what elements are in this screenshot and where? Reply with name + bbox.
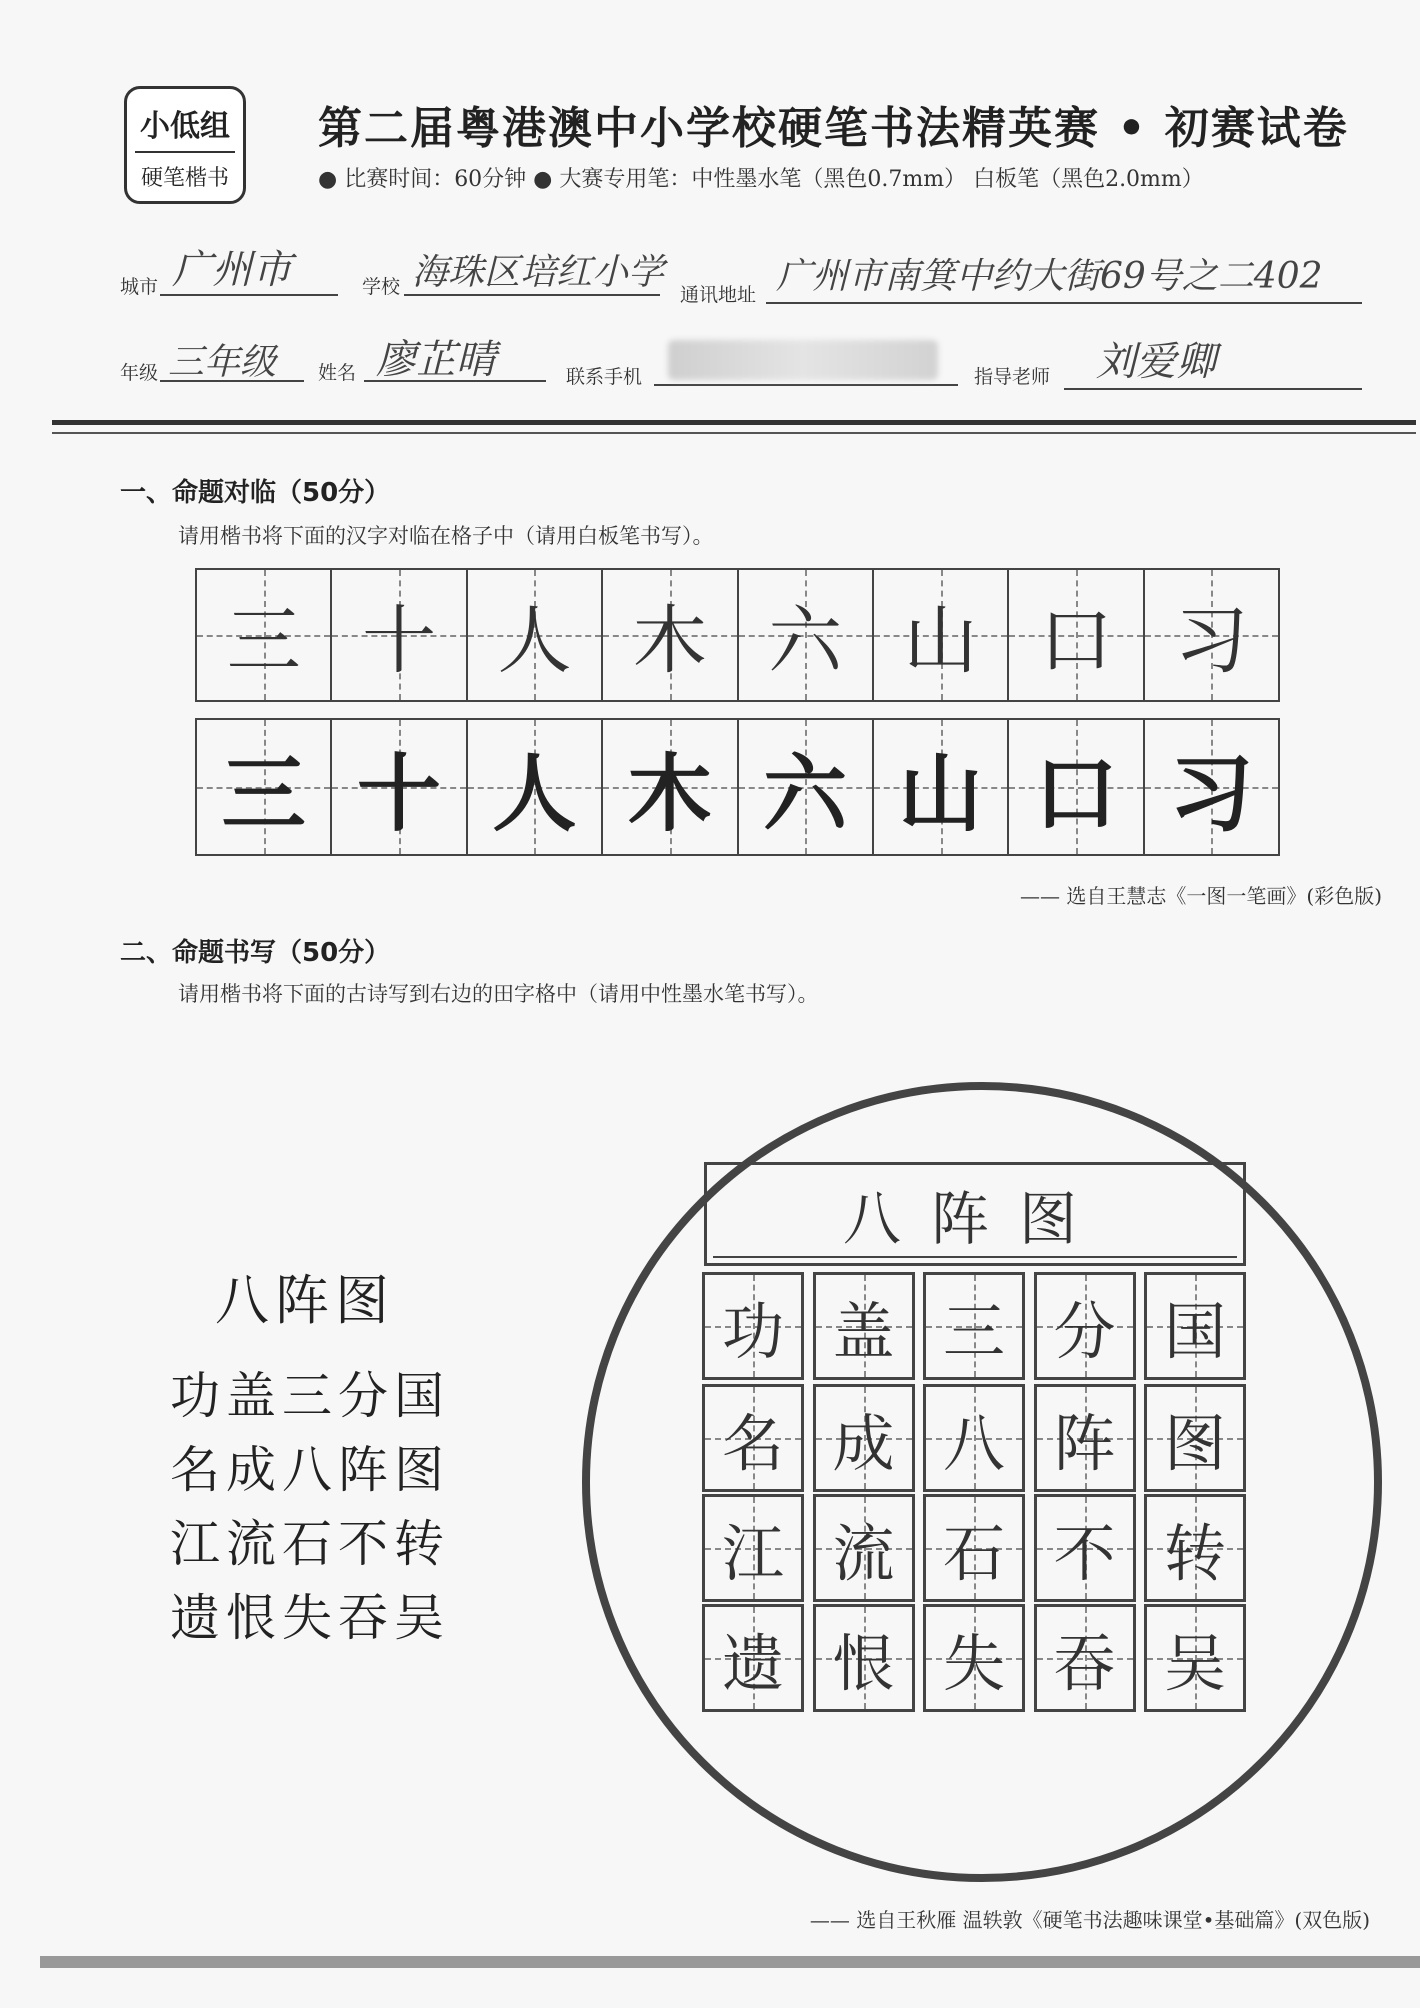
- badge-divider: [135, 151, 235, 153]
- model-cell: [739, 570, 874, 700]
- answer-cell: [923, 1604, 1025, 1712]
- written-char: 国: [1163, 1294, 1226, 1368]
- written-char: 图: [1163, 1406, 1226, 1480]
- teacher-value: 刘爱卿: [1096, 339, 1216, 385]
- section2-source: —— 选自王秋雁 温轶敦《硬笔书法趣味课堂•基础篇》(双色版): [809, 1908, 1370, 1932]
- answer-cell: [702, 1272, 804, 1380]
- written-char: 不: [1053, 1516, 1116, 1590]
- copied-char: 山: [898, 744, 983, 843]
- copy-cell: [1009, 720, 1144, 854]
- copied-char: 六: [763, 744, 848, 843]
- phone-underline: [654, 384, 958, 386]
- header-divider-thin: [52, 432, 1416, 434]
- written-title-box: [704, 1162, 1246, 1266]
- written-char: 流: [832, 1516, 895, 1590]
- answer-cell: [702, 1384, 804, 1492]
- written-char: 石: [942, 1516, 1005, 1590]
- answer-cell: [813, 1272, 915, 1380]
- answer-cell: [1144, 1272, 1246, 1380]
- copied-char: 人: [492, 744, 577, 843]
- poem-line: 遗恨失吞吴: [170, 1589, 450, 1647]
- answer-row: [702, 1272, 1246, 1380]
- address-label: 通讯地址: [680, 284, 757, 306]
- answer-cell: [1144, 1604, 1246, 1712]
- answer-cell: [1144, 1494, 1246, 1602]
- written-char: 八: [942, 1406, 1005, 1480]
- school-value: 海珠区培红小学: [412, 252, 665, 293]
- answer-row: [702, 1604, 1246, 1712]
- teacher-label: 指导老师: [974, 366, 1051, 388]
- written-char: 恨: [832, 1626, 895, 1700]
- copied-char: 十: [357, 744, 442, 843]
- header-divider: [52, 420, 1416, 425]
- poem-title: 八阵图: [215, 1269, 395, 1332]
- answer-cell: [1034, 1272, 1136, 1380]
- model-char: 人: [497, 598, 572, 684]
- written-char: 功: [721, 1294, 784, 1368]
- grade-label: 年级: [120, 362, 159, 384]
- address-underline: [766, 302, 1362, 304]
- answer-cell: [702, 1494, 804, 1602]
- poem-line: 功盖三分国: [170, 1367, 450, 1425]
- model-char-grid: [195, 568, 1280, 702]
- model-char: 木: [632, 598, 707, 684]
- answer-cell: [1034, 1384, 1136, 1492]
- written-char: 失: [942, 1626, 1005, 1700]
- written-char: 吞: [1053, 1626, 1116, 1700]
- answer-cell: [813, 1384, 915, 1492]
- model-char: 口: [1038, 598, 1113, 684]
- answer-cell: [923, 1272, 1025, 1380]
- section1-source: —— 选自王慧志《一图一笔画》(彩色版): [1020, 884, 1382, 908]
- section1-instruction: 请用楷书将下面的汉字对临在格子中（请用白板笔书写）。: [178, 524, 714, 548]
- model-char: 六: [768, 598, 843, 684]
- answer-cell: [923, 1494, 1025, 1602]
- badge-category: 硬笔楷书: [140, 166, 229, 191]
- model-cell: [197, 570, 332, 700]
- name-value: 廖芷晴: [376, 337, 496, 383]
- phone-label: 联系手机: [566, 366, 643, 388]
- written-char: 三: [942, 1294, 1005, 1368]
- grade-value: 三年级: [168, 342, 277, 383]
- copy-cell: [739, 720, 874, 854]
- footer-bar: [40, 1956, 1420, 1968]
- city-label: 城市: [120, 276, 159, 298]
- poem-line: 名成八阵图: [170, 1441, 450, 1499]
- poem-line: 江流石不转: [170, 1515, 450, 1573]
- written-char: 吴: [1163, 1626, 1226, 1700]
- teacher-underline: [1064, 388, 1362, 390]
- section2-instruction: 请用楷书将下面的古诗写到右边的田字格中（请用中性墨水笔书写）。: [178, 982, 819, 1006]
- model-char: 习: [1174, 598, 1249, 684]
- section2-heading: 二、命题书写（50分）: [120, 938, 391, 968]
- answer-cell: [702, 1604, 804, 1712]
- city-value: 广州市: [172, 247, 292, 293]
- answer-cell: [1144, 1384, 1246, 1492]
- phone-redacted: [668, 340, 938, 380]
- answer-cell: [813, 1494, 915, 1602]
- group-badge: [124, 86, 246, 204]
- written-char: 遗: [721, 1626, 784, 1700]
- model-char: 山: [903, 598, 978, 684]
- name-label: 姓名: [318, 362, 357, 384]
- written-char: 阵: [1053, 1406, 1116, 1480]
- copy-char-grid: [195, 718, 1280, 856]
- model-cell: [1145, 570, 1278, 700]
- section1-heading: 一、命题对临（50分）: [120, 478, 391, 508]
- model-cell: [1009, 570, 1144, 700]
- answer-cell: [1034, 1604, 1136, 1712]
- model-char: 十: [362, 598, 437, 684]
- copy-cell: [332, 720, 467, 854]
- copied-char: 三: [221, 744, 306, 843]
- address-value: 广州市南箕中约大街69号之二402: [776, 256, 1323, 297]
- page-subtitle: ● 比赛时间：60分钟 ● 大赛专用笔：中性墨水笔（黑色0.7mm） 白板笔（黑色2.0mm）: [318, 167, 1204, 192]
- copy-cell: [874, 720, 1009, 854]
- badge-group: 小低组: [140, 109, 230, 144]
- school-label: 学校: [362, 276, 401, 298]
- answer-cell: [813, 1604, 915, 1712]
- model-cell: [468, 570, 603, 700]
- written-char: 名: [721, 1406, 784, 1480]
- page-title: 第二届粤港澳中小学校硬笔书法精英赛 • 初赛试卷: [318, 103, 1349, 154]
- written-title: 八阵图: [842, 1185, 1107, 1253]
- answer-row: [702, 1384, 1246, 1492]
- model-cell: [603, 570, 738, 700]
- copy-cell: [603, 720, 738, 854]
- copied-char: 木: [627, 744, 712, 843]
- answer-cell: [923, 1384, 1025, 1492]
- model-cell: [332, 570, 467, 700]
- written-char: 转: [1163, 1516, 1226, 1590]
- copied-char: 习: [1169, 744, 1254, 843]
- copy-cell: [1145, 720, 1278, 854]
- model-cell: [874, 570, 1009, 700]
- written-char: 江: [721, 1516, 784, 1590]
- answer-row: [702, 1494, 1246, 1602]
- copied-char: 口: [1033, 744, 1118, 843]
- model-char: 三: [226, 598, 301, 684]
- copy-cell: [197, 720, 332, 854]
- written-char: 盖: [832, 1294, 895, 1368]
- copy-cell: [468, 720, 603, 854]
- written-char: 分: [1053, 1294, 1116, 1368]
- answer-cell: [1034, 1494, 1136, 1602]
- written-char: 成: [832, 1406, 895, 1480]
